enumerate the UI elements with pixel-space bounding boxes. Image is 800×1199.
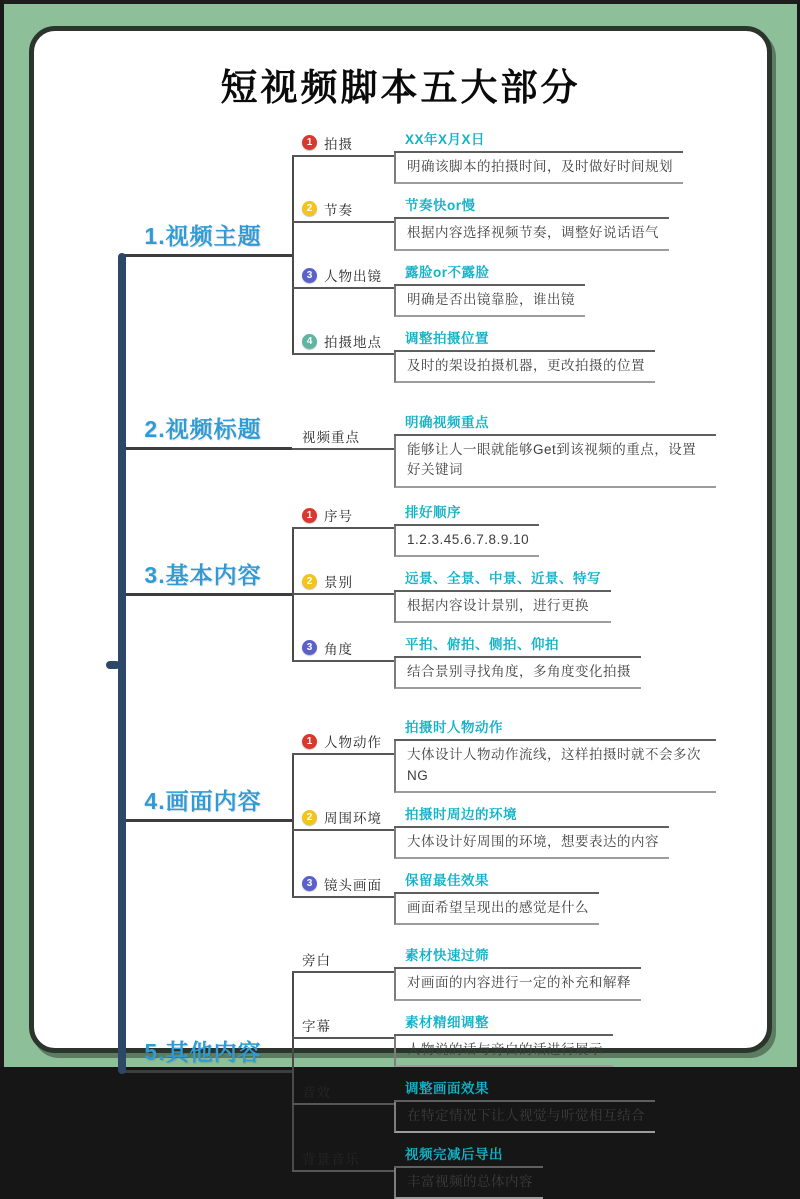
node-label (302, 874, 382, 894)
number-badge: 4 (302, 334, 317, 349)
node-text: 字幕 (302, 1019, 331, 1035)
section-label: 4.画面内容 (144, 787, 262, 814)
leaf (394, 1142, 543, 1199)
node-label (302, 571, 353, 591)
branch-shot-size (292, 566, 641, 623)
node-label (302, 1081, 331, 1101)
number-badge: 3 (302, 268, 317, 283)
leaf (394, 715, 716, 793)
keyword: XX年X月X日 (394, 127, 683, 153)
leaf (394, 868, 599, 925)
number-badge: 2 (302, 810, 317, 825)
node-text: 人物动作 (324, 735, 382, 750)
node-label (302, 807, 382, 827)
node-label (302, 731, 382, 751)
number-badge: 1 (302, 734, 317, 749)
node-label (302, 426, 360, 446)
number-badge: 1 (302, 135, 317, 150)
leaf (394, 500, 539, 557)
leaf (394, 127, 683, 184)
keyword: 明确视频重点 (394, 410, 716, 436)
description: 结合景别寻找角度，多角度变化拍摄 (394, 658, 641, 689)
description: 大体设计好周围的环境，想要表达的内容 (394, 828, 669, 859)
leaf (394, 802, 669, 859)
branch-connector (292, 509, 394, 529)
branch-voiceover (292, 943, 655, 1000)
section-video-title (122, 410, 757, 488)
node-label (302, 331, 382, 351)
node-label (302, 949, 331, 969)
node-text: 节奏 (324, 202, 353, 218)
branch-sound-effects (292, 1076, 655, 1133)
node-text: 音效 (302, 1085, 331, 1101)
keyword: 拍摄时周边的环境 (394, 802, 669, 828)
node-label (302, 265, 382, 285)
section-connector (122, 787, 292, 822)
section-label: 1.视频主题 (144, 222, 262, 249)
leaf (394, 260, 585, 317)
node-text: 周围环境 (324, 811, 382, 827)
section-connector (122, 1038, 292, 1073)
description: 根据内容设计景别，进行更换 (394, 592, 611, 623)
fork-line (292, 971, 294, 1172)
section-other-content (122, 943, 757, 1199)
keyword: 平拍、俯拍、侧拍、仰拍 (394, 632, 641, 658)
leaf (394, 1010, 613, 1067)
branch-connector (292, 952, 394, 973)
keyword: 节奏快or慢 (394, 193, 669, 219)
section-frame-content (122, 715, 757, 925)
branch-connector (292, 136, 394, 157)
leaf (394, 943, 641, 1000)
branch-sequence (292, 500, 641, 557)
children-group (292, 500, 641, 690)
description: 画面希望呈现出的感觉是什么 (394, 894, 599, 925)
leaf (394, 326, 655, 383)
keyword: 调整画面效果 (394, 1076, 655, 1102)
number-badge: 2 (302, 574, 317, 589)
branch-angle (292, 632, 641, 689)
node-text: 镜头画面 (324, 877, 382, 893)
branch-shooting (292, 127, 683, 184)
keyword: 保留最佳效果 (394, 868, 599, 894)
node-label (302, 1015, 331, 1035)
keyword: 露脸or不露脸 (394, 260, 585, 286)
node-label (302, 199, 353, 219)
fork-line (292, 155, 294, 356)
description: 对画面的内容进行一定的补充和解释 (394, 969, 641, 1000)
node-text: 角度 (324, 641, 353, 657)
branch-connector (292, 735, 394, 755)
node-text: 视频重点 (302, 429, 360, 445)
branch-background-music (292, 1142, 655, 1199)
branch-character-action (292, 715, 716, 793)
node-text: 人物出镜 (324, 269, 382, 285)
keyword: 素材精细调整 (394, 1010, 613, 1036)
branch-video-focus (292, 410, 716, 488)
description: 明确是否出镜靠脸，谁出镜 (394, 286, 585, 317)
branch-connector (292, 429, 394, 450)
leaf (394, 410, 716, 488)
description: 人物说的话与旁白的话进行展示 (394, 1036, 613, 1067)
section-label: 3.基本内容 (144, 561, 262, 588)
branch-connector (292, 1151, 394, 1172)
fork-line (292, 753, 294, 898)
branch-on-camera (292, 260, 683, 317)
branch-lens-frame (292, 868, 716, 925)
description: 丰富视频的总体内容 (394, 1168, 543, 1199)
leaf (394, 1076, 655, 1133)
node-label (302, 505, 353, 525)
number-badge: 2 (302, 201, 317, 216)
node-text: 序号 (324, 509, 353, 525)
section-label: 2.视频标题 (144, 416, 262, 443)
keyword: 远景、全景、中景、近景、特写 (394, 566, 611, 592)
mindmap-card (29, 26, 772, 1189)
children-group (292, 943, 655, 1199)
leaf (394, 566, 611, 623)
keyword: 视频完减后导出 (394, 1142, 543, 1168)
keyword: 素材快速过筛 (394, 943, 641, 969)
node-label (302, 1148, 360, 1168)
children-group (292, 410, 716, 488)
children-group (292, 715, 716, 925)
page-title: 短视频脚本五大部分 (220, 67, 581, 108)
node-text: 旁白 (302, 952, 331, 968)
node-text: 景别 (324, 575, 353, 591)
section-basic-content (122, 500, 757, 690)
branch-connector (292, 641, 394, 662)
leaf (394, 632, 641, 689)
node-label (302, 133, 353, 153)
leaf (394, 193, 669, 250)
number-badge: 1 (302, 508, 317, 523)
branch-connector (292, 811, 394, 831)
description: 明确该脚本的拍摄时间，及时做好时间规划 (394, 153, 683, 184)
branch-location (292, 326, 683, 383)
number-badge: 3 (302, 640, 317, 655)
node-text: 背景音乐 (302, 1151, 360, 1167)
branch-subtitles (292, 1010, 655, 1067)
section-video-theme (122, 127, 757, 383)
branch-surroundings (292, 802, 716, 859)
branch-connector (292, 1085, 394, 1105)
node-text: 拍摄地点 (324, 335, 382, 351)
children-group (292, 127, 683, 383)
branch-connector (292, 269, 394, 289)
section-connector (122, 222, 292, 257)
branch-connector (292, 202, 394, 223)
description: 大体设计人物动作流线，这样拍摄时就不会多次NG (394, 741, 716, 793)
branch-connector (292, 1019, 394, 1039)
node-text: 拍摄 (324, 136, 353, 152)
mindmap (122, 127, 757, 1199)
node-label (302, 638, 353, 658)
number-badge: 3 (302, 876, 317, 891)
keyword: 拍摄时人物动作 (394, 715, 716, 741)
section-label: 5.其他内容 (144, 1038, 262, 1065)
keyword: 调整拍摄位置 (394, 326, 655, 352)
branch-connector (292, 335, 394, 355)
description: 在特定情况下让人视觉与听觉相互结合 (394, 1102, 655, 1133)
section-connector (122, 416, 292, 450)
keyword: 排好顺序 (394, 500, 539, 526)
description: 根据内容选择视频节奏，调整好说话语气 (394, 219, 669, 250)
description: 及时的架设拍摄机器，更改拍摄的位置 (394, 352, 655, 383)
section-connector (122, 561, 292, 596)
description: 1.2.3.45.6.7.8.9.10 (394, 526, 539, 557)
description: 能够让人一眼就能够Get到该视频的重点，设置好关键词 (394, 436, 716, 488)
branch-connector (292, 575, 394, 595)
branch-rhythm (292, 193, 683, 250)
branch-connector (292, 877, 394, 898)
root-stub (106, 661, 120, 669)
